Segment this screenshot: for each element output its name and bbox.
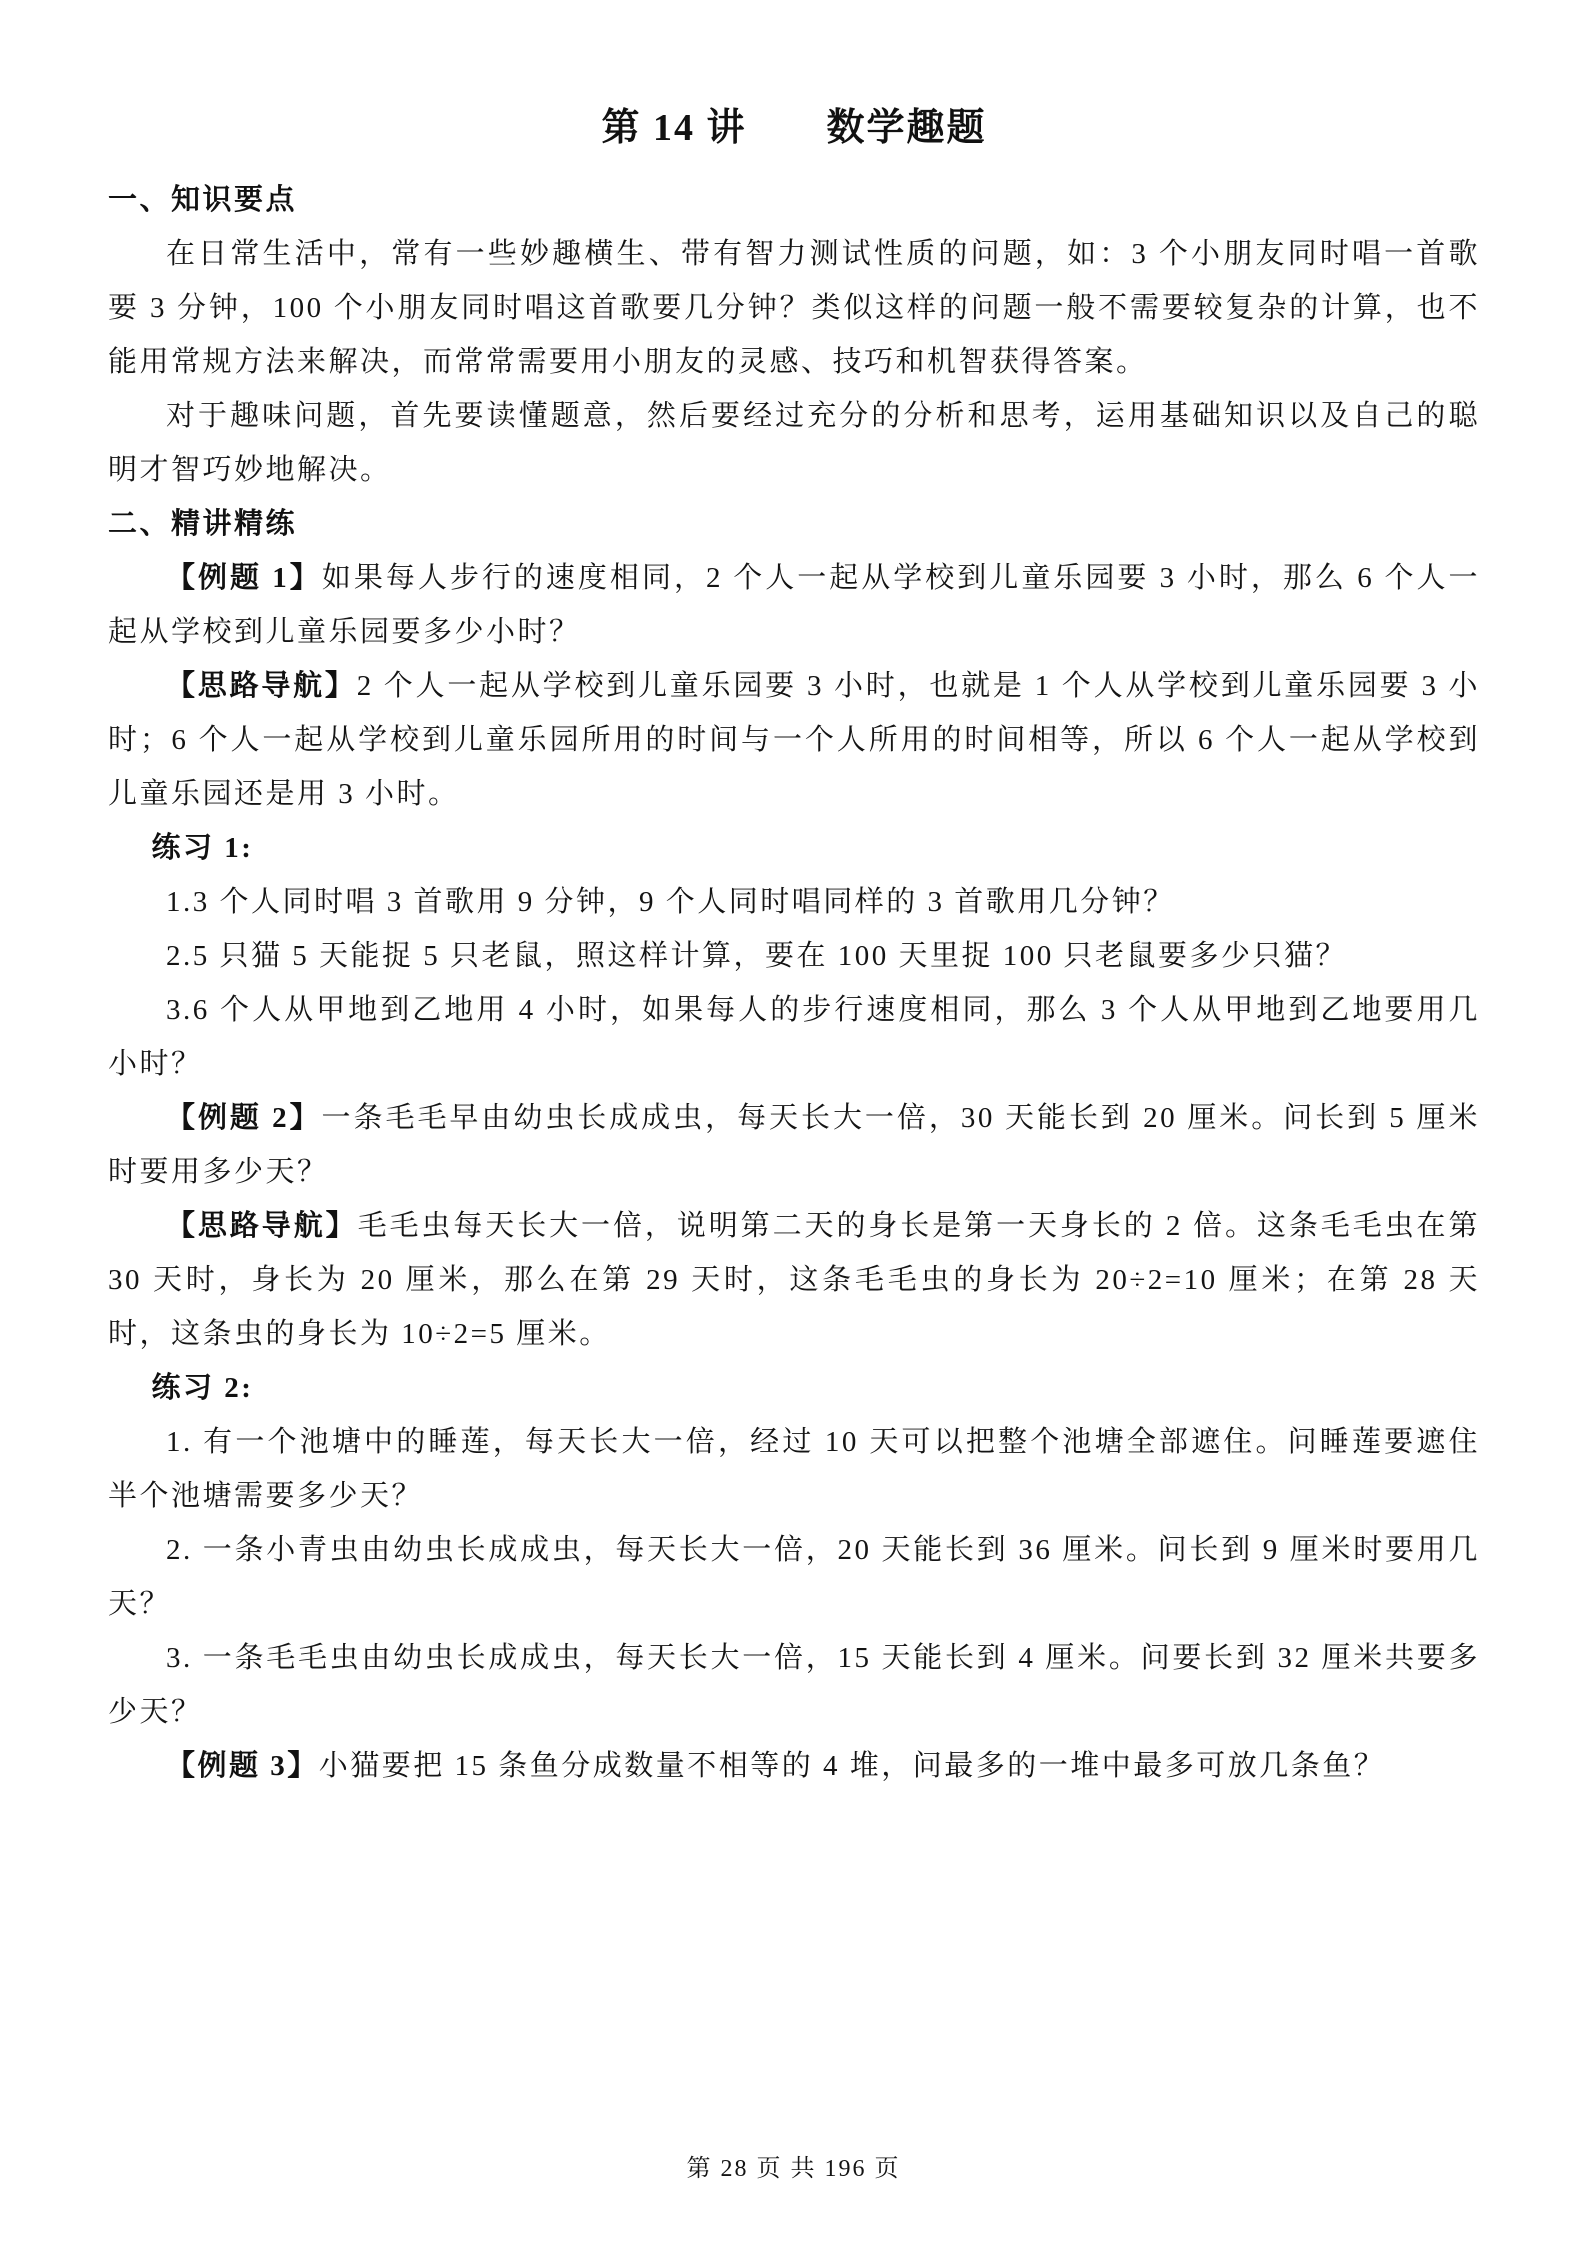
- example-1-navigation-text: 2 个人一起从学校到儿童乐园要 3 小时，也就是 1 个人从学校到儿童乐园要 3 小时；6 个人一起从学校到儿童乐园所用的时间与一个人所用的时间相等，所以 6 个人一起从学校到儿童乐园还是用 3 小时。: [108, 670, 1480, 810]
- section-1-paragraph-1: 在日常生活中，常有一些妙趣横生、带有智力测试性质的问题，如：3 个小朋友同时唱一首歌要 3 分钟，100 个小朋友同时唱这首歌要几分钟？类似这样的问题一般不需要较复杂的计算，也不能用常规方法来解决，而常常需要用小朋友的灵感、技巧和机智获得答案。: [108, 238, 1480, 378]
- example-3: [108, 1739, 1480, 1793]
- example-3-text: 小猫要把 15 条鱼分成数量不相等的 4 堆，问最多的一堆中最多可放几条鱼？: [318, 1750, 1386, 1782]
- practice-2-item-1: 1. 有一个池塘中的睡莲，每天长大一倍，经过 10 天可以把整个池塘全部遮住。问睡莲要遮住半个池塘需要多少天？: [108, 1426, 1480, 1512]
- practice-1-item-1: 1.3 个人同时唱 3 首歌用 9 分钟，9 个人同时唱同样的 3 首歌用几分钟？: [166, 886, 1175, 918]
- example-2-navigation-label: 【思路导航】: [166, 1210, 358, 1242]
- example-1-text: 如果每人步行的速度相同，2 个人一起从学校到儿童乐园要 3 小时，那么 6 个人一起从学校到儿童乐园要多少小时？: [108, 562, 1480, 648]
- practice-2-item-3: 3. 一条毛毛虫由幼虫长成成虫，每天长大一倍，15 天能长到 4 厘米。问要长到 32 厘米共要多少天？: [108, 1642, 1480, 1728]
- example-1-navigation: [108, 659, 1480, 821]
- page-title: 第 14 讲 数学趣题: [601, 107, 987, 149]
- example-1-label: 【例题 1】: [166, 562, 322, 594]
- practice-1-item-2: 2.5 只猫 5 天能捉 5 只老鼠，照这样计算，要在 100 天里捉 100 只老鼠要多少只猫？: [166, 940, 1348, 972]
- example-2-text: 一条毛毛早由幼虫长成成虫，每天长大一倍，30 天能长到 20 厘米。问长到 5 厘米时要用多少天？: [108, 1102, 1480, 1188]
- section-1-paragraph-2: 对于趣味问题，首先要读懂题意，然后要经过充分的分析和思考，运用基础知识以及自己的聪明才智巧妙地解决。: [108, 400, 1480, 486]
- example-2-navigation: [108, 1199, 1480, 1361]
- section-1-heading: 一、知识要点: [108, 184, 298, 216]
- example-1: [108, 551, 1480, 659]
- example-2: [108, 1091, 1480, 1199]
- example-1-navigation-label: 【思路导航】: [166, 670, 357, 702]
- example-2-navigation-text: 毛毛虫每天长大一倍，说明第二天的身长是第一天身长的 2 倍。这条毛毛虫在第 30 天时，身长为 20 厘米，那么在第 29 天时，这条毛毛虫的身长为 20÷2=10 厘米；在第 28 天时，这条虫的身长为 10÷2=5 厘米。: [108, 1210, 1480, 1350]
- page-footer: 第 28 页 共 196 页: [686, 2156, 901, 2182]
- practice-2-label: 练习 2:: [151, 1372, 254, 1404]
- example-3-label: 【例题 3】: [166, 1750, 319, 1782]
- practice-1-item-3: 3.6 个人从甲地到乙地用 4 小时，如果每人的步行速度相同，那么 3 个人从甲地到乙地要用几小时？: [108, 994, 1480, 1080]
- section-2-heading: 二、精讲精练: [108, 508, 298, 540]
- practice-2-item-2: 2. 一条小青虫由幼虫长成成虫，每天长大一倍，20 天能长到 36 厘米。问长到 9 厘米时要用几天？: [108, 1534, 1480, 1620]
- practice-1-label: 练习 1:: [151, 832, 254, 864]
- example-2-label: 【例题 2】: [166, 1102, 322, 1134]
